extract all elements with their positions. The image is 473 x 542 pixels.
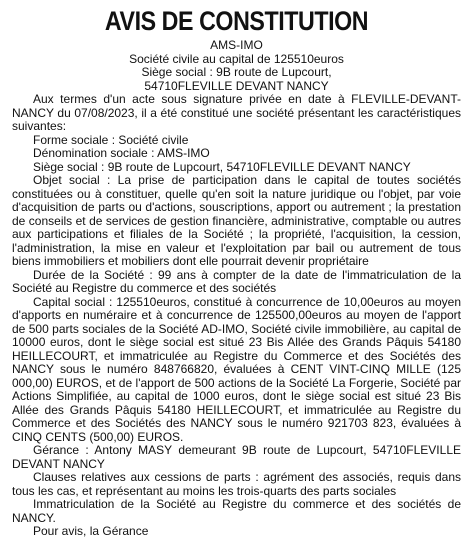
immatriculation: Immatriculation de la Société au Registre du commerce et des sociétés de NANCY. xyxy=(12,497,461,525)
forme-sociale: Forme sociale : Société civile xyxy=(33,132,189,147)
siege-social: Siège social : 9B route de Lupcourt, 54710FLEVILLE DEVANT NANCY xyxy=(33,159,411,174)
company-city: 54710FLEVILLE DEVANT NANCY xyxy=(144,78,329,93)
company-capital: Société civile au capital de 125510euros xyxy=(129,51,344,66)
objet-social: Objet social : La prise de participation dans le capital de toutes sociétés constituées ou à constituer, quelle qu'en soit la nature juridique ou l'objet, par voie d'acquisition de parts ou d'actions, souscriptions, apport ou autrement ; la prestation de conseils et de services de gestion financière, administrative, comptable ou autres aux participations et filiales de la Société ; la propriété, l'acquisition, la cession, l'administration, la mise en valeur et l'exploitation par bail ou autrement de tous biens immobiliers et mobiliers dont elle pourrait devenir propriétaire xyxy=(12,173,461,268)
signature-line: Pour avis, la Gérance xyxy=(33,524,149,538)
clauses-cessions: Clauses relatives aux cessions de parts : agrément des associés, requis dans tous les cas, et représentant au moins les trois-quarts des parts sociales xyxy=(12,470,461,498)
company-name: AMS-IMO xyxy=(210,38,263,52)
intro-paragraph: Aux termes d'un acte sous signature privée en date à FLEVILLE-DEVANT-NANCY du 07/08/2023, il a été constitué une société présentant les caractéristiques suivantes: xyxy=(12,92,461,133)
capital-social: Capital social : 125510euros, constitué à concurrence de 10,00euros au moyen d'apports en numéraire et à concurrence de 125500,00euros au moyen de l'apport de 500 parts sociales de la Société AD-IMO, Société civile immobilière, au capital de 10000 euros, dont le siège social est situé 23 Bis Allée des Grands Pâquis 54180 HEILLECOURT, et immatriculée au Registre du Commerce et des Sociétés des NANCY sous le numéro 848766820, évaluées à CENT VINT-CINQ MILLE (125 000,00) EUROS, et de l'apport de 500 actions de la Société La Forgerie, Société par Actions Simplifiée, au capital de 1000 euros, dont le siège social est situé 23 Bis Allée des Grands Pâquis 54180 HEILLECOURT, et immatriculée au Registre du Commerce et des Sociétés des NANCY sous le numéro 921703 823, évaluées à CINQ CENTS (500,00) EUROS. xyxy=(12,294,461,444)
notice-title: AVIS DE CONSTITUTION xyxy=(104,6,369,36)
company-siege: Siège social : 9B route de Lupcourt, xyxy=(141,65,332,79)
legal-notice xyxy=(12,6,461,539)
gerance: Gérance : Antony MASY demeurant 9B route de Lupcourt, 54710FLEVILLE DEVANT NANCY xyxy=(12,443,461,471)
denomination-sociale: Dénomination sociale : AMS-IMO xyxy=(33,146,210,160)
duree-societe: Durée de la Société : 99 ans à compter de la date de l'immatriculation de la Société au Registre du commerce et des sociétés xyxy=(12,267,461,295)
